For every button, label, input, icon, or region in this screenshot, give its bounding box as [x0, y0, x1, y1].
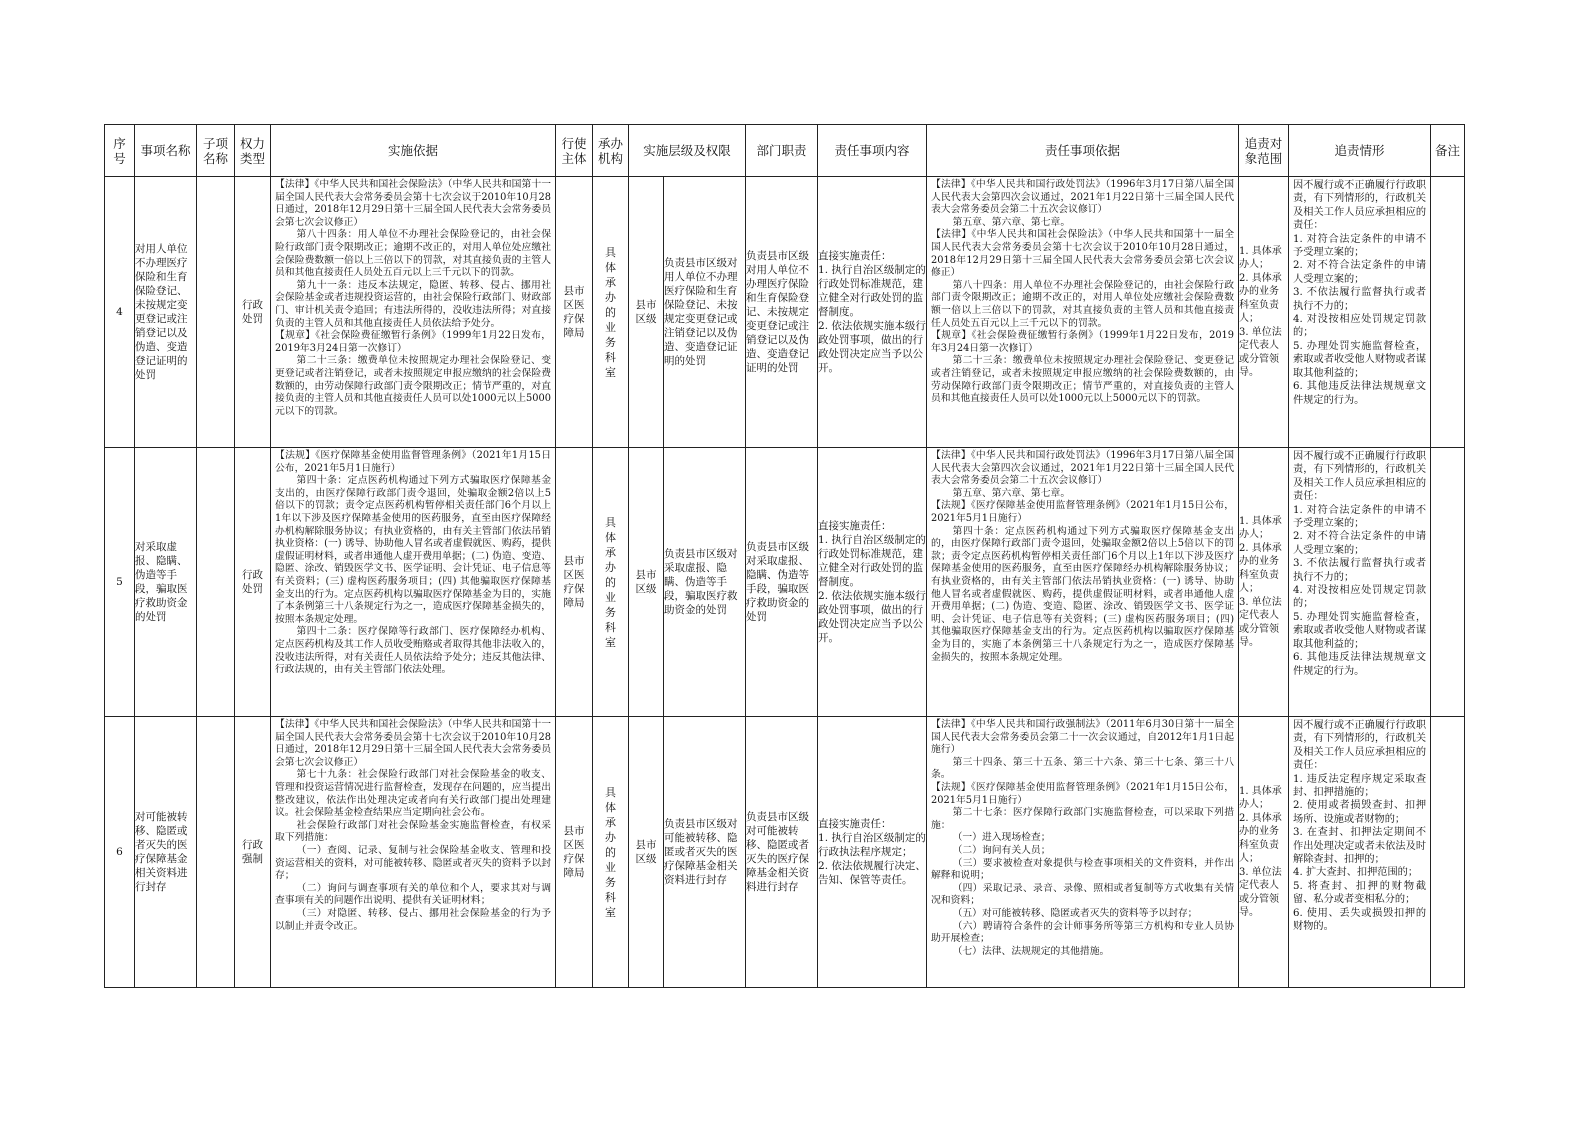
header-resp: 责任事项内容	[818, 125, 927, 177]
resp-basis-line: 第二十七条：医疗保障行政部门实施监督检查，可以采取下列措施：	[931, 807, 1235, 831]
row-sub	[197, 177, 235, 448]
row-authority: 负责县市区级对用人单位不办理医疗保险和生育保险登记、未按规定变更登记或注销登记以及伪造、变造登记证明的处罚	[664, 177, 746, 448]
basis-line: 【法律】《中华人民共和国社会保险法》（中华人民共和国第十一届全国人民代表大会常务委员会第十七次会议于2010年10月28日通过，2018年12月29日第十三届全国人民代表大会常务委员会第七次会议修正）	[275, 179, 551, 228]
row-basis	[271, 448, 556, 717]
header-resp-basis: 责任事项依据	[927, 125, 1239, 177]
row-level: 县市区级	[629, 717, 664, 988]
header-level: 实施层级及权限	[629, 125, 746, 177]
row-subject: 县市区医疗保障局	[556, 448, 593, 717]
row-duty: 负责县市区级对用人单位不办理医疗保险和生育保险登记、未按规定变更登记或注销登记以及伪造、变造登记证明的处罚	[746, 177, 818, 448]
resp-basis-line: （一）进入现场检查；	[952, 832, 1051, 844]
row-type: 行政处罚	[235, 448, 271, 717]
row-scope: 1. 具体承办人； 2. 具体承办的业务科室负责人； 3. 单位法定代表人或分管领导。	[1239, 177, 1289, 448]
power-list-table	[104, 124, 1465, 988]
header-seq: 序号	[105, 125, 135, 177]
header-sub: 子项名称	[197, 125, 235, 177]
resp-basis-line: 【法律】《中华人民共和国行政强制法》（2011年6月30日第十一届全国人民代表大会常务委员会第二十一次会议通过，自2012年1月1日起施行）	[931, 719, 1235, 756]
table-header-row	[105, 125, 1465, 177]
resp-basis-line: （七）法律、法规规定的其他措施。	[952, 945, 1110, 957]
row-type: 行政处罚	[235, 177, 271, 448]
row-name: 对用人单位不办理医疗保险和生育保险登记、未按规定变更登记或注销登记以及伪造、变造登记证明的处罚	[135, 177, 197, 448]
resp-basis-line: 【法律】《中华人民共和国行政处罚法》（1996年3月17日第八届全国人民代表大会第四次会议通过，2021年1月22日第十三届全国人民代表大会常务委员会第二十五次会议修订）	[931, 450, 1235, 487]
resp-basis-line: 【法律】《中华人民共和国社会保险法》（中华人民共和国第十一届全国人民代表大会常务委员会第十七次会议于2010年10月28日通过，2018年12月29日第十三届全国人民代表大会常务委员会第七次会议修正）	[931, 229, 1235, 279]
row-subject: 县市区医疗保障局	[556, 177, 593, 448]
basis-line: （二）询问与调查事项有关的单位和个人，要求其对与调查事项有关的问题作出说明、提供有关证明材料；	[275, 882, 551, 907]
table-row	[105, 717, 1465, 988]
basis-line: 【法律】《中华人民共和国社会保险法》（中华人民共和国第十一届全国人民代表大会常务委员会第十七次会议于2010年10月28日通过，2018年12月29日第十三届全国人民代表大会常务委员会第七次会议修正）	[275, 719, 551, 768]
row-sub	[197, 717, 235, 988]
row-level: 县市区级	[629, 448, 664, 717]
row-duty: 负责县市区级对可能被转移、隐匿或者灭失的医疗保障基金相关资料进行封存	[746, 717, 818, 988]
resp-basis-line: 第八十四条：用人单位不办理社会保险登记的，由社会保险行政部门责令限期改正；逾期不改正的，对用人单位处应缴社会保险费数额一倍以上三倍以下的罚款，对其直接负责的主管人员和其他直接责任人员处五百元以上三千元以下的罚款。	[931, 279, 1235, 329]
header-situation: 追责情形	[1289, 125, 1431, 177]
row-situation: 因不履行或不正确履行行政职责，有下列情形的，行政机关及相关工作人员应承担相应的责任： 1. 违反法定程序规定采取查封、扣押措施的； 2. 使用或者损毁查封、扣押场所、设施或者财物的； 3. 在查封、扣押法定期间不作出处理决定或者未依法及时解除查封、扣押的； 4. 扩大查封、扣押范围的； 5. 将查封、扣押的财物截留、私分或者变相私分的； 6. 使用、丢失或损毁扣押的财物的。	[1289, 717, 1431, 988]
header-basis: 实施依据	[271, 125, 556, 177]
resp-basis-line: （五）对可能被转移、隐匿或者灭失的资料等予以封存；	[952, 907, 1198, 919]
row-authority: 负责县市区级对采取虚报、隐瞒、伪造等手段，骗取医疗救助资金的处罚	[664, 448, 746, 717]
row-basis	[271, 717, 556, 988]
resp-basis-line: 【法律】《中华人民共和国行政处罚法》（1996年3月17日第八届全国人民代表大会第四次会议通过，2021年1月22日第十三届全国人民代表大会常务委员会第二十五次会议修订）	[931, 179, 1235, 216]
table-row	[105, 448, 1465, 717]
resp-basis-line: 【法规】《医疗保障基金使用监督管理条例》（2021年1月15日公布，2021年5月1日施行）	[931, 781, 1235, 806]
row-duty: 负责县市区级对采取虚报、隐瞒、伪造等手段，骗取医疗救助资金的处罚	[746, 448, 818, 717]
header-note: 备注	[1431, 125, 1465, 177]
resp-basis-line: 第四十条：定点医药机构通过下列方式骗取医疗保障基金支出的，由医疗保障行政部门责令退回，处骗取金额2倍以上5倍以下的罚款；责令定点医药机构暂停相关责任部门6个月以上1年以下涉及医疗保障基金使用的医药服务，直至由医疗保障经办机构解除服务协议；有执业资格的，由有关主管部门依法吊销执业资格：(一) 诱导、协助他人冒名或者虚假就医、购药，提供虚假证明材料，或者串通他人虚开费用单据；(二) 伪造、变造、隐匿、涂改、销毁医学文书、医学证明、会计凭证、电子信息等有关资料；(三) 虚构医药服务项目；(四) 其他骗取医疗保障基金支出的行为。定点医药机构以骗取医疗保障基金为目的，实施了本条例第三十八条规定行为之一，造成医疗保障基金损失的，按照本条规定处理。	[931, 525, 1235, 663]
header-subject: 行使主体	[556, 125, 593, 177]
row-seq: 5	[105, 448, 135, 717]
row-resp: 直接实施责任： 1. 执行自治区级制定的行政执法程序规定； 2. 依法依规履行决定、告知、保管等责任。	[818, 717, 927, 988]
basis-line: 第七十九条：社会保险行政部门对社会保险基金的收支、管理和投资运营情况进行监督检查，发现存在问题的，应当提出整改建议，依法作出处理决定或者向有关行政部门提出处理建议。社会保险基金检查结果应当定期向社会公布。	[275, 769, 551, 819]
row-authority: 负责县市区级对可能被转移、隐匿或者灭失的医疗保障基金相关资料进行封存	[664, 717, 746, 988]
row-resp-basis	[927, 717, 1239, 988]
row-sub	[197, 448, 235, 717]
resp-basis-line: 【法规】《医疗保障基金使用监督管理条例》（2021年1月15日公布，2021年5月1日施行）	[931, 500, 1235, 524]
row-note	[1431, 448, 1465, 717]
row-situation: 因不履行或不正确履行行政职责，有下列情形的，行政机关及相关工作人员应承担相应的责任： 1. 对符合法定条件的申请不予受理立案的； 2. 对不符合法定条件的申请人受理立案的； 3. 不依法履行监督执行或者执行不力的； 4. 对没按相应处罚规定罚款的； 5. 办理处罚实施监督检查，索取或者收受他人财物或者谋取其他利益的； 6. 其他违反法律法规规章文件规定的行为。	[1289, 448, 1431, 717]
header-type: 权力类型	[235, 125, 271, 177]
resp-basis-line: 【规章】《社会保险费征缴暂行条例》（1999年1月22日发布，2019年3月24日第一次修订）	[931, 330, 1235, 354]
basis-line: （三）对隐匿、转移、侵占、挪用社会保险基金的行为予以制止并责令改正。	[275, 907, 551, 932]
resp-basis-line: 第三十四条、第三十五条、第三十六条、第三十七条、第三十八条。	[931, 756, 1235, 781]
header-name: 事项名称	[135, 125, 197, 177]
row-resp-basis	[927, 448, 1239, 717]
resp-basis-line: （三）要求被检查对象提供与检查事项相关的文件资料，并作出解释和说明；	[931, 857, 1235, 882]
resp-basis-line: 第五章、第六章、第七章。	[952, 487, 1071, 499]
header-scope: 追责对象范围	[1239, 125, 1289, 177]
basis-line: 第二十三条：缴费单位未按照规定办理社会保险登记、变更登记或者注销登记，或者未按照规定申报应缴纳的社会保险费数额的，由劳动保障行政部门责令限期改正；情节严重的，对直接负责的主管人员和其他直接责任人员可以处1000元以上5000元以下的罚款。	[275, 355, 551, 417]
row-org: 具体承办的业务科室	[593, 177, 629, 448]
row-scope: 1. 具体承办人； 2. 具体承办的业务科室负责人； 3. 单位法定代表人或分管领导。	[1239, 717, 1289, 988]
resp-basis-line: 第五章、第六章、第七章。	[952, 216, 1071, 228]
basis-line: 【法规】《医疗保障基金使用监督管理条例》（2021年1月15日公布，2021年5月1日施行）	[275, 450, 551, 474]
row-type: 行政强制	[235, 717, 271, 988]
basis-line: 第八十四条：用人单位不办理社会保险登记的，由社会保险行政部门责令限期改正；逾期不改正的，对用人单位处应缴社会保险费数额一倍以上三倍以下的罚款，对其直接负责的主管人员和其他直接责任人员处五百元以上三千元以下的罚款。	[275, 229, 551, 279]
basis-line: 第四十条：定点医药机构通过下列方式骗取医疗保障基金支出的，由医疗保障行政部门责令退回，处骗取金额2倍以上5倍以下的罚款；责令定点医药机构暂停相关责任部门6个月以上1年以下涉及医疗保障基金使用的医药服务，直至由医疗保障经办机构解除服务协议；有执业资格的，由有关主管部门依法吊销执业资格：(一) 诱导、协助他人冒名或者虚假就医、购药，提供虚假证明材料，或者串通他人虚开费用单据；(二) 伪造、变造、隐匿、涂改、销毁医学文书、医学证明、会计凭证、电子信息等有关资料；(三) 虚构医药服务项目；(四) 其他骗取医疗保障基金支出的行为。定点医药机构以骗取医疗保障基金为目的，实施了本条例第三十八条规定行为之一，造成医疗保障基金损失的，按照本条规定处理。	[275, 475, 551, 625]
header-duty: 部门职责	[746, 125, 818, 177]
resp-basis-line: （二）询问有关人员；	[952, 844, 1051, 856]
row-seq: 4	[105, 177, 135, 448]
row-level: 县市区级	[629, 177, 664, 448]
basis-line: 【规章】《社会保险费征缴暂行条例》（1999年1月22日发布，2019年3月24日第一次修订）	[275, 330, 551, 354]
basis-line: （一）查阅、记录、复制与社会保险基金收支、管理和投资运营相关的资料，对可能被转移、隐匿或者灭失的资料予以封存；	[275, 844, 551, 882]
row-note	[1431, 717, 1465, 988]
basis-line: 社会保险行政部门对社会保险基金实施监督检查，有权采取下列措施：	[275, 819, 551, 844]
basis-line: 第四十二条：医疗保障等行政部门、医疗保障经办机构、定点医药机构及其工作人员收受贿赂或者取得其他非法收入的，没收违法所得，对有关责任人员依法给予处分；违反其他法律、行政法规的，由有关主管部门依法处理。	[275, 626, 551, 676]
row-seq: 6	[105, 717, 135, 988]
row-situation: 因不履行或不正确履行行政职责，有下列情形的，行政机关及相关工作人员应承担相应的责任： 1. 对符合法定条件的申请不予受理立案的； 2. 对不符合法定条件的申请人受理立案的； 3. 不依法履行监督执行或者执行不力的； 4. 对没按相应处罚规定罚款的； 5. 办理处罚实施监督检查，索取或者收受他人财物或者谋取其他利益的； 6. 其他违反法律法规规章文件规定的行为。	[1289, 177, 1431, 448]
resp-basis-line: （六）聘请符合条件的会计师事务所等第三方机构和专业人员协助开展检查；	[931, 920, 1235, 945]
header-org: 承办机构	[593, 125, 629, 177]
resp-basis-line: 第二十三条：缴费单位未按照规定办理社会保险登记、变更登记或者注销登记，或者未按照规定申报应缴纳的社会保险费数额的，由劳动保障行政部门责令限期改正；情节严重的，对直接负责的主管人员和其他直接责任人员可以处1000元以上5000元以下的罚款。	[931, 355, 1235, 405]
row-note	[1431, 177, 1465, 448]
resp-basis-line: （四）采取记录、录音、录像、照相或者复制等方式收集有关情况和资料；	[931, 882, 1235, 907]
row-org: 具体承办的业务科室	[593, 448, 629, 717]
row-subject: 县市区医疗保障局	[556, 717, 593, 988]
table-row	[105, 177, 1465, 448]
row-resp-basis	[927, 177, 1239, 448]
row-scope: 1. 具体承办人； 2. 具体承办的业务科室负责人； 3. 单位法定代表人或分管领导。	[1239, 448, 1289, 717]
row-org: 具体承办的业务科室	[593, 717, 629, 988]
row-name: 对可能被转移、隐匿或者灭失的医疗保障基金相关资料进行封存	[135, 717, 197, 988]
row-name: 对采取虚报、隐瞒、伪造等手段，骗取医疗救助资金的处罚	[135, 448, 197, 717]
row-basis	[271, 177, 556, 448]
row-resp: 直接实施责任： 1. 执行自治区级制定的行政处罚标准规范，建立健全对行政处罚的监督制度。 2. 依法依规实施本级行政处罚事项，做出的行政处罚决定应当予以公开。	[818, 448, 927, 717]
row-resp: 直接实施责任： 1. 执行自治区级制定的行政处罚标准规范，建立健全对行政处罚的监督制度。 2. 依法依规实施本级行政处罚事项，做出的行政处罚决定应当予以公开。	[818, 177, 927, 448]
basis-line: 第九十一条：违反本法规定，隐匿、转移、侵占、挪用社会保险基金或者违规投资运营的，由社会保险行政部门、财政部门、审计机关责令追回；有违法所得的，没收违法所得；对直接负责的主管人员和其他直接责任人员依法给予处分。	[275, 279, 551, 329]
